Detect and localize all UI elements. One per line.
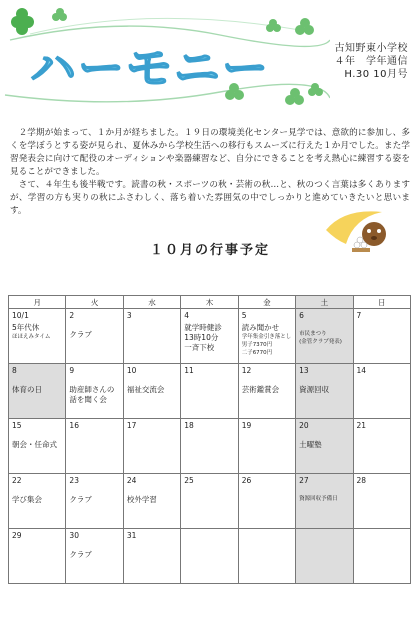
day-number: 10/1 bbox=[12, 311, 29, 320]
calendar-day-cell bbox=[353, 474, 410, 529]
calendar-day-cell bbox=[181, 419, 238, 474]
weekday-header: 火 bbox=[66, 296, 123, 309]
schedule-title: １０月の行事予定 bbox=[149, 243, 270, 258]
calendar-day-cell bbox=[181, 529, 238, 584]
day-number: 25 bbox=[184, 476, 194, 485]
calendar-day-cell bbox=[296, 474, 353, 529]
calendar-week-row bbox=[9, 529, 411, 584]
day-number: 3 bbox=[126, 311, 132, 320]
calendar-day-cell bbox=[66, 474, 123, 529]
day-number: 2 bbox=[69, 311, 75, 320]
calendar-event: 資源回収 bbox=[299, 385, 330, 394]
calendar-event: 就学時健診 bbox=[184, 323, 222, 332]
calendar-day-cell bbox=[9, 364, 66, 419]
calendar-event: 男子7370円 bbox=[241, 342, 273, 348]
calendar-event: 芸術鑑賞会 bbox=[241, 385, 280, 394]
calendar-day-cell bbox=[353, 419, 410, 474]
calendar-day-cell bbox=[238, 419, 295, 474]
calendar-event: 資源回収予備日 bbox=[299, 496, 338, 502]
calendar-event: クラブ bbox=[69, 330, 92, 339]
calendar-day-cell bbox=[238, 309, 295, 364]
calendar-day-cell bbox=[123, 309, 180, 364]
calendar-day-cell bbox=[66, 364, 123, 419]
day-number: 26 bbox=[241, 476, 252, 485]
calendar-day-cell bbox=[296, 364, 353, 419]
day-number: 5 bbox=[241, 311, 247, 320]
calendar-event: クラブ bbox=[69, 495, 92, 504]
calendar-day-cell bbox=[66, 309, 123, 364]
calendar-day-cell bbox=[296, 419, 353, 474]
day-number: 23 bbox=[69, 476, 79, 485]
day-number: 20 bbox=[299, 421, 309, 430]
day-number: 29 bbox=[12, 531, 22, 540]
calendar-day-cell bbox=[66, 529, 123, 584]
calendar-day-cell bbox=[181, 309, 238, 364]
weekday-header: 木 bbox=[181, 296, 238, 309]
day-number: 24 bbox=[126, 476, 137, 485]
calendar-day-cell bbox=[9, 474, 66, 529]
grade-newsletter-label: ４年 学年通信 bbox=[334, 56, 408, 67]
calendar-event: (金管クラブ発表) bbox=[299, 339, 342, 345]
day-number: 9 bbox=[69, 366, 75, 375]
day-number: 18 bbox=[184, 421, 194, 430]
calendar-day-cell bbox=[353, 309, 410, 364]
day-number: 7 bbox=[356, 311, 362, 320]
day-number: 12 bbox=[241, 366, 252, 375]
weekday-header: 土 bbox=[296, 296, 353, 309]
calendar-day-cell bbox=[123, 419, 180, 474]
calendar-event: 13時10分 bbox=[184, 333, 219, 342]
calendar-event: 助産師さんの bbox=[69, 385, 115, 394]
newsletter-header bbox=[0, 0, 420, 118]
october-calendar bbox=[8, 295, 411, 584]
day-number: 13 bbox=[299, 366, 309, 375]
weekday-header: 日 bbox=[353, 296, 410, 309]
calendar-week-row bbox=[9, 474, 411, 529]
calendar-day-cell bbox=[9, 419, 66, 474]
calendar-event: 話を聞く会 bbox=[69, 395, 107, 404]
day-number: 28 bbox=[356, 476, 367, 485]
day-number: 11 bbox=[184, 366, 194, 375]
day-number: 30 bbox=[69, 531, 79, 540]
calendar-day-cell bbox=[353, 529, 410, 584]
calendar-event: クラブ bbox=[69, 550, 92, 559]
calendar-day-cell bbox=[238, 364, 295, 419]
weekday-header: 水 bbox=[123, 296, 180, 309]
calendar-day-cell bbox=[66, 419, 123, 474]
calendar-day-cell bbox=[9, 309, 66, 364]
calendar-day-cell bbox=[123, 364, 180, 419]
day-number: 19 bbox=[241, 421, 252, 430]
calendar-event: 市民まつり bbox=[299, 331, 327, 337]
calendar-week-row bbox=[9, 419, 411, 474]
school-info bbox=[335, 42, 409, 81]
calendar-day-cell bbox=[123, 474, 180, 529]
calendar-day-cell bbox=[296, 529, 353, 584]
calendar-event: 5年代休 bbox=[12, 323, 40, 332]
calendar-day-cell bbox=[181, 364, 238, 419]
day-number: 21 bbox=[356, 421, 367, 430]
calendar-event: 二子6770円 bbox=[241, 350, 273, 356]
day-number: 4 bbox=[184, 311, 190, 320]
day-number: 22 bbox=[12, 476, 22, 485]
calendar-event: 一斉下校 bbox=[184, 343, 215, 352]
calendar-day-cell bbox=[9, 529, 66, 584]
calendar-day-cell bbox=[123, 529, 180, 584]
day-number: 17 bbox=[126, 421, 137, 430]
calendar-event: 福祉交流会 bbox=[126, 385, 165, 394]
day-number: 6 bbox=[299, 311, 304, 320]
calendar-day-cell bbox=[238, 529, 295, 584]
weekday-header: 月 bbox=[9, 296, 66, 309]
calendar-event: 読み聞かせ bbox=[241, 323, 280, 332]
day-number: 10 bbox=[126, 366, 137, 375]
calendar-event: ほほえみタイム bbox=[12, 334, 51, 340]
clover-icon bbox=[11, 8, 34, 35]
newsletter-title: ハーモニー bbox=[30, 41, 270, 95]
calendar-event: 校外学習 bbox=[126, 495, 157, 504]
calendar-week-row bbox=[9, 364, 411, 419]
calendar-event: 土曜塾 bbox=[299, 440, 322, 449]
calendar-event: 学年集金引き落とし bbox=[241, 334, 292, 340]
weekday-header: 金 bbox=[238, 296, 295, 309]
calendar-day-cell bbox=[296, 309, 353, 364]
calendar-event: 学び集会 bbox=[12, 495, 42, 504]
calendar-event: 朝会・任命式 bbox=[12, 440, 57, 449]
calendar-week-row bbox=[9, 309, 411, 364]
day-number: 8 bbox=[12, 366, 17, 375]
intro-paragraph-1: ２学期が始まって、１か月が経ちました。１９日の環境美化センター見学では、意欲的に参加し、多くを学ぼうとする姿が見られ、夏休みから学校生活への移行もスムーズに行えた１か月でした。また学習発表会に向けて配役のオーディションや楽器練習など、自分にできることを考え熱心に練習する姿を見ることができました。 bbox=[10, 128, 410, 177]
day-number: 14 bbox=[356, 366, 367, 375]
calendar-day-cell bbox=[353, 364, 410, 419]
issue-label: H.30 10月号 bbox=[344, 69, 408, 80]
day-number: 16 bbox=[69, 421, 79, 430]
calendar-day-cell bbox=[238, 474, 295, 529]
intro-paragraph-2: さて、４年生も後半戦です。読書の秋・スポーツの秋・芸術の秋…と、秋のつく言葉は多くありますが、学習の方も実りの秋にふさわしく、落ち着いた雰囲気の中でしっかりと進めていきたいと思います。 bbox=[10, 180, 410, 216]
day-number: 31 bbox=[126, 531, 137, 540]
calendar-event: 体育の日 bbox=[12, 385, 42, 394]
day-number: 27 bbox=[299, 476, 309, 485]
day-number: 15 bbox=[12, 421, 22, 430]
school-name: 古知野東小学校 bbox=[334, 43, 408, 54]
title-banner bbox=[0, 0, 330, 118]
calendar-day-cell bbox=[181, 474, 238, 529]
